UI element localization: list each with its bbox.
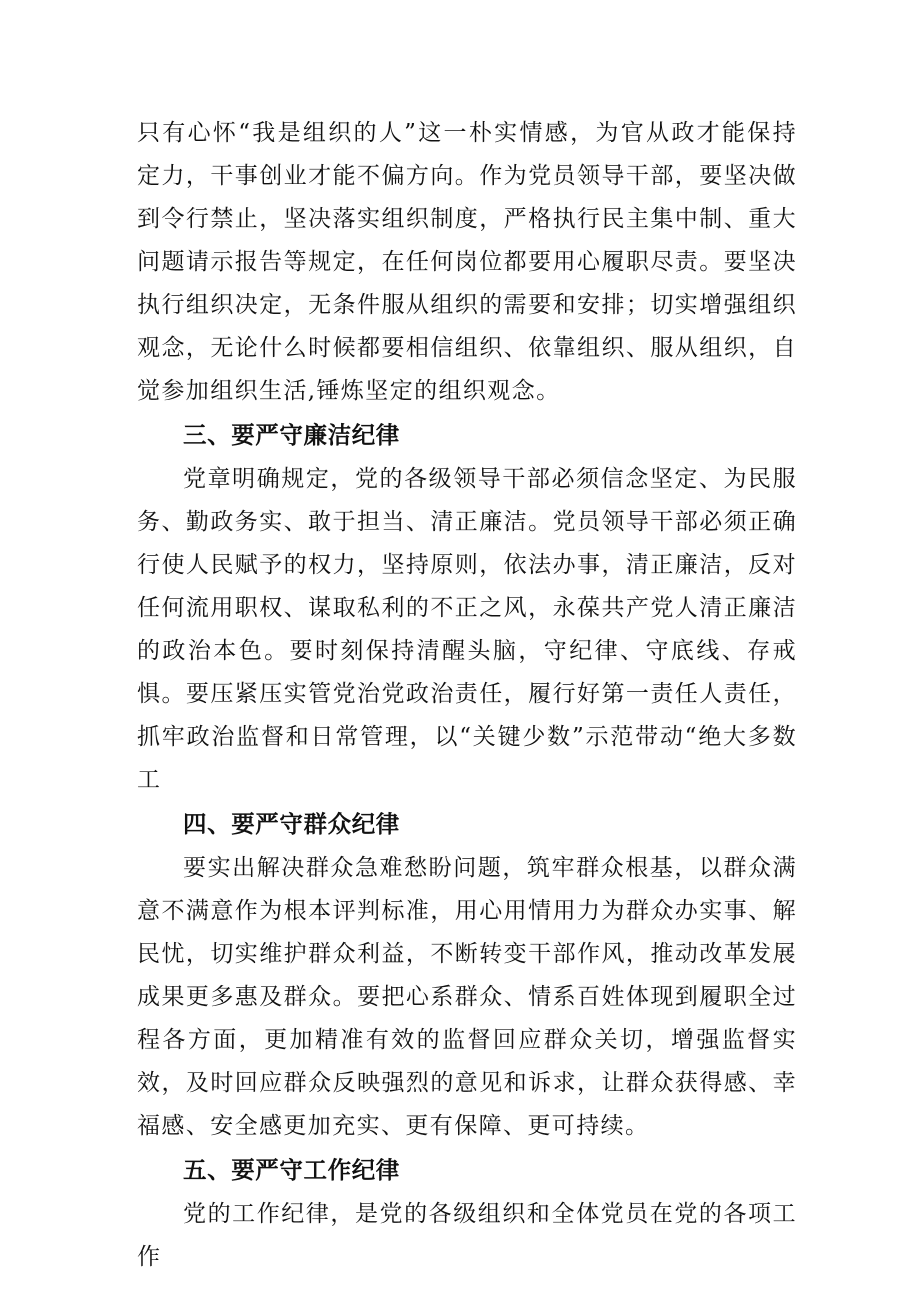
paragraph-integrity-discipline: 党章明确规定，党的各级领导干部必须信念坚定、为民服务、勤政务实、敢于担当、清正廉洁。党员领导干部必须正确行使人民赋予的权力，坚持原则，依法办事，清正廉洁，反对任何流用职权、谋取私利的不正之风，永葆共产党人清正廉洁的政治本色。要时刻保持清醒头脑，守纪律、守底线、存戒惧。要压紧压实管党治党政治责任，履行好第一责任人责任，抓牢政治监督和日常管理，以“关键少数”示范带动“绝大多数工 [137, 466, 797, 793]
paragraph-organization-discipline: 只有心怀“我是组织的人”这一朴实情感，为官从政才能保持定力，干事创业才能不偏方向。作为党员领导干部，要坚决做到令行禁止，坚决落实组织制度，严格执行民主集中制、重大问题请示报告等规定，在任何岗位都要用心履职尽责。要坚决执行组织决定，无条件服从组织的需要和安排；切实增强组织观念，无论什么时候都要相信组织、依靠组织、服从组织，自觉参加组织生活,锤炼坚定的组织观念。 [137, 120, 797, 404]
document-body [137, 112, 797, 1279]
paragraph-work-discipline: 党的工作纪律，是党的各级组织和全体党员在党的各项工作 [137, 1201, 797, 1270]
heading-integrity-discipline: 三、要严守廉洁纪律 [183, 421, 400, 449]
heading-work-discipline: 五、要严守工作纪律 [183, 1156, 400, 1184]
heading-mass-discipline: 四、要严守群众纪律 [183, 810, 400, 838]
paragraph-mass-discipline: 要实出解决群众急难愁盼问题，筑牢群众根基，以群众满意不满意作为根本评判标准，用心用情用力为群众办实事、解民忧，切实维护群众利益，不断转变干部作风，推动改革发展成果更多惠及群众。要把心系群众、情系百姓体现到履职全过程各方面，更加精准有效的监督回应群众关切，增强监督实效，及时回应群众反映强烈的意见和诉求，让群众获得感、幸福感、安全感更加充实、更有保障、更可持续。 [137, 855, 797, 1139]
